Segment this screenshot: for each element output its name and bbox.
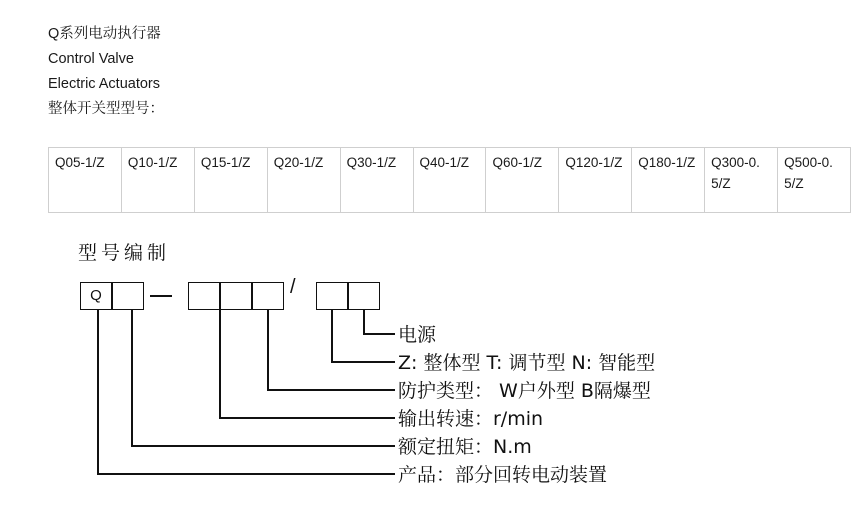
- code-box-protection: [220, 282, 252, 310]
- code-box-power: [348, 282, 380, 310]
- leader-line-product-vertical: [97, 310, 99, 474]
- leader-line-product-horizontal: [97, 473, 395, 475]
- header-line-2: Control Valve: [48, 51, 134, 67]
- model-code-table: [48, 147, 851, 213]
- leader-line-protection-horizontal: [267, 389, 395, 391]
- dash-separator: [150, 295, 172, 297]
- header-line-3: Electric Actuators: [48, 76, 161, 92]
- table-cell: Q15-1/Z: [194, 148, 267, 213]
- leader-line-type-horizontal: [331, 361, 395, 363]
- table-cell: Q60-1/Z: [486, 148, 559, 213]
- table-row: [49, 148, 851, 213]
- code-box-speed: [188, 282, 220, 310]
- code-box-extra: [252, 282, 284, 310]
- table-cell: Q40-1/Z: [413, 148, 486, 213]
- callout-speed: 输出转速：r/min: [398, 408, 544, 430]
- header-line-1: Q系列电动执行器: [48, 26, 161, 42]
- callout-type: Z: 整体型 T: 调节型 N: 智能型: [398, 352, 656, 374]
- table-cell: Q300-0.5/Z: [705, 148, 778, 213]
- model-composition-diagram: [0, 228, 851, 524]
- table-cell: Q05-1/Z: [49, 148, 122, 213]
- leader-line-speed-horizontal: [219, 417, 395, 419]
- table-cell: Q30-1/Z: [340, 148, 413, 213]
- leader-line-power-vertical: [363, 310, 365, 334]
- code-box-torque: [112, 282, 144, 310]
- leader-line-torque-horizontal: [131, 445, 395, 447]
- leader-line-protection-vertical: [267, 310, 269, 390]
- table-cell: Q120-1/Z: [559, 148, 632, 213]
- diagram-title: 型号编制: [78, 242, 171, 264]
- table-cell: Q500-0.5/Z: [778, 148, 851, 213]
- callout-power: 电源: [398, 324, 437, 346]
- table-cell: Q10-1/Z: [121, 148, 194, 213]
- leader-line-type-vertical: [331, 310, 333, 362]
- leader-line-torque-vertical: [131, 310, 133, 446]
- header-text-block: [48, 22, 164, 122]
- callout-torque: 额定扭矩：N.m: [398, 436, 532, 458]
- code-box-product: Q: [80, 282, 112, 310]
- slash-separator: /: [290, 276, 296, 298]
- leader-line-speed-vertical: [219, 310, 221, 418]
- leader-line-power-horizontal: [363, 333, 395, 335]
- code-box-type: [316, 282, 348, 310]
- table-cell: Q180-1/Z: [632, 148, 705, 213]
- callout-protection: 防护类型： W户外型 B隔爆型: [398, 380, 651, 402]
- table-cell: Q20-1/Z: [267, 148, 340, 213]
- header-line-4: 整体开关型型号：: [48, 101, 164, 117]
- callout-product: 产品：部分回转电动装置: [398, 464, 608, 486]
